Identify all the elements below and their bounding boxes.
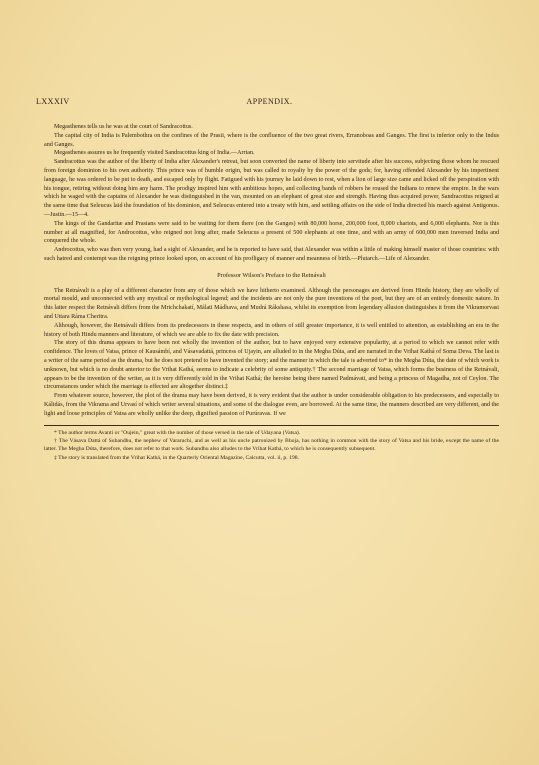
- paragraph: The kings of the Gandaritæ and Prasians were said to be waiting for them there (on the Ganges) with 80,000 horse, 200,000 foot, 8,000 chariots, and 6,000 elephants. Nor is this number at all magnified, for Androcottus, who reigned not long after, made Seleucus a present of 500 elephants at one time, and with an army of 600,000 men traversed India and conquered the whole.: [44, 220, 499, 245]
- footnote: * The author terms Avanti or "Oujein," great with the number of those versed in the tale of Udayana (Vatsa).: [54, 429, 301, 436]
- running-title: APPENDIX.: [246, 97, 293, 106]
- page-number: LXXXIV: [36, 97, 70, 106]
- paragraph: From whatever source, however, the plot of the drama may have been derived, it is very evident that the author is under considerable obligation to his predecessors, and especially to Kálidás, from the Vikrama and Urvasí of which writer several situations, and some of the dialogue even, are borrowed. At the same time, the manners described are very different, and the light and loose principles of Vatsa are wholly unlike the deep, dignified passion of Purúravas. If we: [44, 393, 499, 417]
- paragraph: The story of this drama appears to have been not wholly the invention of the author, but to have enjoyed very extensive popularity, at a period to which we cannot refer with confidence. The loves of Vatsa, prince of Kausámbí, and Vásavadattá, princess of Ujayin, are alluded to in the Megha Dúta, and are narrated in the Vrihat Kathá of Soma Deva. The last is a writer of the same period as the drama, but he does not pretend to have invented the story; and the manner in which the tale is adverted to* in the Megha Dúta, the date of which work is unknown, but which is no doubt anterior to the Vrihat Kathá, seems to indicate a celebrity of some antiquity.† The second marriage of Vatsa, which forms the business of the Retnávali, appears to be the invention of the writer, as it is very differently told in the Vrihat Kathá; the heroine being there named Padmávati, and being a princess of Magadha, not of Ceylon. The circumstances under which the marriage is effected are altogether distinct.‡: [44, 340, 499, 391]
- paragraph: Sandracottus was the author of the liberty of India after Alexander's retreat, but soon converted the name of liberty into servitude after his success, subjecting those whom he rescued from foreign dominion to his own authority. This prince was of humble origin, but was called to royalty by the power of the gods; for, having offended Alexander by his impertinent language, he was ordered to be put to death, and escaped only by flight. Fatigued with his journey he laid down to rest, when a lion of large size came and licked off the perspiration with his tongue, retiring without doing him any harm. The prodigy inspired him with ambitious hopes, and collecting bands of robbers he roused the Indians to renew the empire. In the wars which he waged with the captains of Alexander he was distinguished in the van, mounted on an elephant of great size and strength. Having thus acquired power, Sandracottus reigned at the same time that Seleucus laid the foundation of his dominion, and Seleucus entered into a treaty with him, and settling affairs on the side of India directed his march against Antigonus.—Justin.—15—4.: [44, 159, 499, 218]
- footnote-divider: [44, 425, 499, 426]
- paragraph: Although, however, the Retnávali differs from its predecessors in these respects, and in others of still greater importance, it is well entitled to attention, as establishing an era in the history of both Hindu manners and literature, of which we are able to fix the date with precision.: [44, 322, 499, 338]
- paragraph: Androcottus, who was then very young, had a sight of Alexander, and he is reported to have said, that Alexander was within a little of making himself master of those countries: with such hatred and contempt was the reigning prince looked upon, on account of his profligacy of manner and meanness of birth.—Plutarch.—Life of Alexander.: [44, 247, 499, 262]
- section-heading: Professor Wilson's Preface to the Retnávali: [217, 271, 326, 279]
- page-body: [44, 123, 499, 462]
- paragraph: The Retnávali is a play of a different character from any of those which we have hitherto examined. Although the personages are derived from Hindu history, they are wholly of mortal mould, and unconnected with any mystical or mythological legend; and the incidents are not only the pure inventions of the poet, but they are of an entirely domestic nature. In this latter respect the Retnávali differs from the Mrichchakatí, Málati Mádhava, and Mudrá Rákshasa, whilst its exemption from legendary allusion distinguishes it from the Vikramorvasi and Uttara Ráma Cheritra.: [44, 287, 499, 320]
- paragraph: Megasthenes assures us he frequently visited Sandracottus king of India.—Arrian.: [54, 150, 255, 157]
- page-header: [36, 97, 503, 109]
- paragraph: Megasthenes tells us he was at the court of Sandracottus.: [54, 124, 193, 130]
- footnote: † The Vásava Dattá of Subandhu, the nephew of Vararuchi, and as well as his uncle patronized by Bhoja, has nothing in common with the story of Vatsa and his bride, except the name of the latter. The Megha Dúta, therefore, does not refer to that work. Subandhu also alludes to the Vrihat Kathá, to which he is consequently subsequent.: [44, 437, 499, 453]
- footnote: ‡ The story is translated from the Vrihat Kathá, in the Quarterly Oriental Magazine, Calcutta, vol. ii, p. 198.: [54, 454, 300, 461]
- paragraph: The capital city of India is Palembothra on the confines of the Prasii, where is the confluence of the two great rivers, Erranoboas and Ganges. The first is inferior only to the Indus and Ganges.: [44, 132, 499, 148]
